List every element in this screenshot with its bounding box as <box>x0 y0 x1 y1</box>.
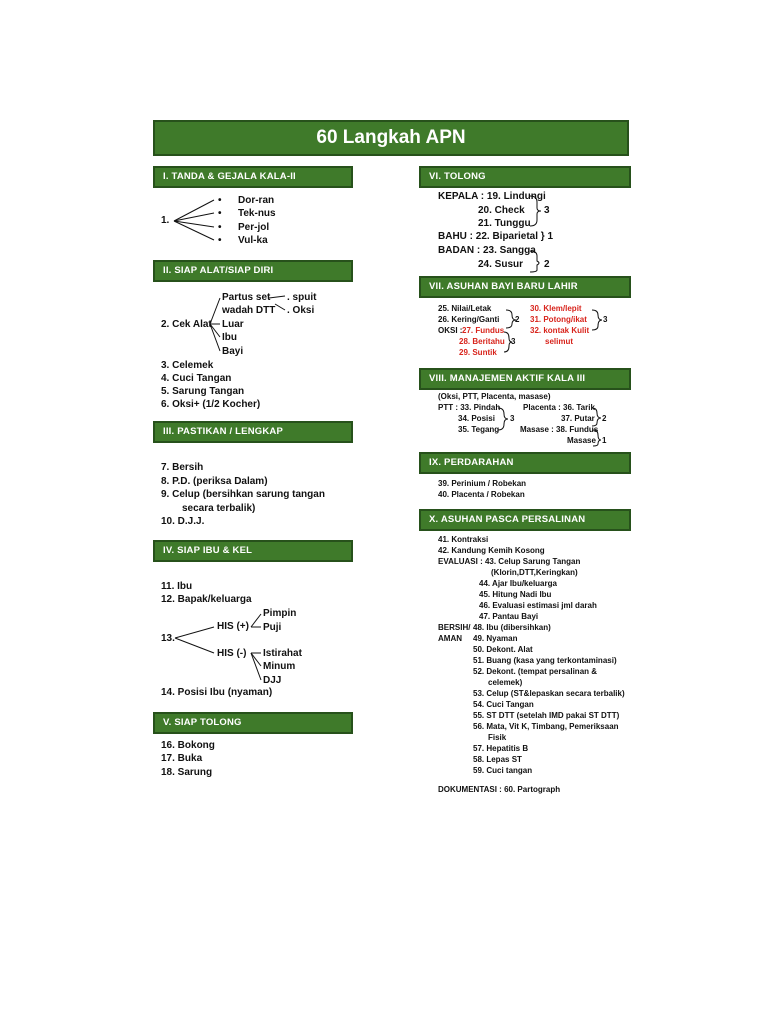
section-header-8: VIII. MANAJEMEN AKTIF KALA III <box>419 368 631 390</box>
s2-item-5: 5. Sarung Tangan <box>161 386 245 397</box>
s8-count-3: 3 <box>510 414 515 423</box>
s3-item-10: 10. D.J.J. <box>161 516 205 527</box>
s7-selimut: selimut <box>545 337 574 346</box>
s10-item-56: 56. Mata, Vit K, Timbang, Pemeriksaan <box>473 722 619 731</box>
s4-item-11: 11. Ibu <box>161 581 193 592</box>
s6-susur: 24. Susur <box>478 259 524 270</box>
section-header-1: I. TANDA & GEJALA KALA-II <box>153 166 353 188</box>
s8-placenta: Placenta : 36. Tarik <box>523 403 595 412</box>
s7-potong: 31. Potong/ikat <box>530 315 587 324</box>
s7-oksi-label: OKSI : <box>438 326 463 335</box>
s2-bayi: Bayi <box>222 346 244 357</box>
s5-item-18: 18. Sarung <box>161 767 213 778</box>
s5-item-16: 16. Bokong <box>161 740 215 751</box>
s6-kepala: KEPALA : 19. Lindungi <box>438 191 546 202</box>
s8-ptt: PTT : 33. Pindah <box>438 403 501 412</box>
section-header-2: II. SIAP ALAT/SIAP DIRI <box>153 260 353 282</box>
s6-tunggu: 21. Tunggu <box>478 218 531 229</box>
s1-bullet-1: Dor-ran <box>238 195 275 206</box>
s4-puji: Puji <box>263 622 282 633</box>
s1-bullet-2: Tek-nus <box>238 208 276 219</box>
s10-kandung: 42. Kandung Kemih Kosong <box>438 546 545 555</box>
s2-cek-alat: 2. Cek Alat <box>161 319 212 330</box>
s3-item-9: 9. Celup (bersihkan sarung tangan <box>161 489 325 500</box>
s7-count-3b: 3 <box>603 315 608 324</box>
s10-eval-44: 44. Ajar Ibu/keluarga <box>479 579 557 588</box>
s10-aman-label: AMAN <box>438 634 462 643</box>
s10-item-53: 53. Celup (ST&lepaskan secara terbalik) <box>473 689 625 698</box>
s1-bullet-dot: • <box>218 208 222 219</box>
s8-putar: 37. Putar <box>561 414 595 423</box>
s2-ibu: Ibu <box>222 332 237 343</box>
s10-item-52b: celemek) <box>488 678 523 687</box>
s2-spuit-line <box>269 296 285 298</box>
s7-suntik: 29. Suntik <box>459 348 497 357</box>
s10-item-58: 58. Lepas ST <box>473 755 522 764</box>
s1-fan-line <box>174 221 214 227</box>
s7-count-3a: 3 <box>511 337 516 346</box>
s2-item-4: 4. Cuci Tangan <box>161 373 232 384</box>
s2-item-3: 3. Celemek <box>161 360 214 371</box>
s7-brace <box>592 310 602 330</box>
s4-item-14: 14. Posisi Ibu (nyaman) <box>161 687 273 698</box>
s1-bullet-3: Per-jol <box>238 222 270 233</box>
s4-his-line <box>175 627 214 638</box>
s6-count-2: 2 <box>544 259 550 270</box>
s1-bullet-4: Vul-ka <box>238 235 268 246</box>
s4-his-line <box>175 638 214 653</box>
section-header-9: IX. PERDARAHAN <box>419 452 631 474</box>
s10-item-48: 48. Ibu (dibersihkan) <box>473 623 551 632</box>
s4-his-negative: HIS (-) <box>217 648 247 659</box>
s4-djj: DJJ <box>263 675 282 686</box>
s8-intro: (Oksi, PTT, Placenta, masase) <box>438 392 551 401</box>
s4-item-13: 13. <box>161 633 175 644</box>
s3-item-7: 7. Bersih <box>161 462 204 473</box>
s8-count-1: 1 <box>602 436 607 445</box>
s4-minum-line <box>251 653 261 666</box>
s8-masase: Masase : 38. Fundus <box>520 425 599 434</box>
s1-number: 1. <box>161 215 170 226</box>
s9-item-39: 39. Perinium / Robekan <box>438 479 527 488</box>
s8-tegang: 35. Tegang <box>458 425 500 434</box>
s2-wadah-dtt: wadah DTT <box>222 305 276 316</box>
s10-klorin: (Klorin,DTT,Keringkan) <box>491 568 578 577</box>
section-header-3: III. PASTIKAN / LENGKAP <box>153 421 353 443</box>
s9-item-40: 40. Placenta / Robekan <box>438 490 525 499</box>
s10-item-55: 55. ST DTT (setelah IMD pakai ST DTT) <box>473 711 620 720</box>
s2-item-6: 6. Oksi+ (1/2 Kocher) <box>161 399 261 410</box>
s4-pimpin-line <box>251 614 261 627</box>
s10-eval-47: 47. Pantau Bayi <box>479 612 539 621</box>
s2-oksi: . Oksi <box>287 305 315 316</box>
s7-klem: 30. Klem/lepit <box>530 304 582 313</box>
s2-spuit: . spuit <box>287 292 317 303</box>
section-header-6: VI. TOLONG <box>419 166 631 188</box>
s10-item-57: 57. Hepatitis B <box>473 744 529 753</box>
s2-luar: Luar <box>222 319 244 330</box>
s10-eval-46: 46. Evaluasi estimasi jml darah <box>479 601 597 610</box>
s6-bahu: BAHU : 22. Biparietal } 1 <box>438 231 554 242</box>
s7-kontak: 32. kontak Kulit <box>530 326 590 335</box>
s4-djj-line <box>251 653 261 680</box>
s7-kering: 26. Kering/Ganti <box>438 315 500 324</box>
s10-item-51: 51. Buang (kasa yang terkontaminasi) <box>473 656 617 665</box>
s10-item-59: 59. Cuci tangan <box>473 766 533 775</box>
s10-item-50: 50. Dekont. Alat <box>473 645 533 654</box>
s10-kontraksi: 41. Kontraksi <box>438 535 489 544</box>
s1-bullet-dot: • <box>218 222 222 233</box>
s4-his-positive: HIS (+) <box>217 621 249 632</box>
s10-item-52: 52. Dekont. (tempat persalinan & <box>473 667 598 676</box>
s6-badan: BADAN : 23. Sangga <box>438 245 536 256</box>
s8-posisi: 34. Posisi <box>458 414 495 423</box>
s2-oksi-line <box>275 304 285 310</box>
s10-item-56b: Fisik <box>488 733 507 742</box>
section-header-5: V. SIAP TOLONG <box>153 712 353 734</box>
s10-eval-45: 45. Hitung Nadi Ibu <box>479 590 552 599</box>
section-header-4: IV. SIAP IBU & KEL <box>153 540 353 562</box>
s4-minum: Minum <box>263 661 296 672</box>
s10-dokumentasi: DOKUMENTASI : 60. Partograph <box>438 785 561 794</box>
page-title: 60 Langkah APN <box>153 120 629 156</box>
section-header-10: X. ASUHAN PASCA PERSALINAN <box>419 509 631 531</box>
s7-fundus: 27. Fundus <box>462 326 505 335</box>
s3-item-9b: secara terbalik) <box>182 503 256 514</box>
s1-bullet-dot: • <box>218 235 222 246</box>
s5-item-17: 17. Buka <box>161 753 203 764</box>
s1-fan-line <box>174 213 214 221</box>
s7-nilai: 25. Nilai/Letak <box>438 304 492 313</box>
s6-check: 20. Check <box>478 205 525 216</box>
s8-masase2: Masase <box>567 436 596 445</box>
s8-count-2: 2 <box>602 414 607 423</box>
s1-fan-line <box>174 200 214 221</box>
s4-pimpin: Pimpin <box>263 608 297 619</box>
s1-fan-line <box>174 221 214 240</box>
s4-istirahat: Istirahat <box>263 648 302 659</box>
section-header-7: VII. ASUHAN BAYI BARU LAHIR <box>419 276 631 298</box>
s10-evaluasi: EVALUASI : 43. Celup Sarung Tangan <box>438 557 581 566</box>
s7-beritahu: 28. Beritahu <box>459 337 505 346</box>
s1-bullet-dot: • <box>218 195 222 206</box>
s6-count-3: 3 <box>544 205 550 216</box>
s10-bersih-label: BERSIH/ <box>438 623 471 632</box>
s10-item-49: 49. Nyaman <box>473 634 518 643</box>
s7-count-2: 2 <box>515 315 520 324</box>
s2-partus-set: Partus set <box>222 292 271 303</box>
s3-item-8: 8. P.D. (periksa Dalam) <box>161 476 268 487</box>
s4-item-12: 12. Bapak/keluarga <box>161 594 252 605</box>
s10-item-54: 54. Cuci Tangan <box>473 700 534 709</box>
